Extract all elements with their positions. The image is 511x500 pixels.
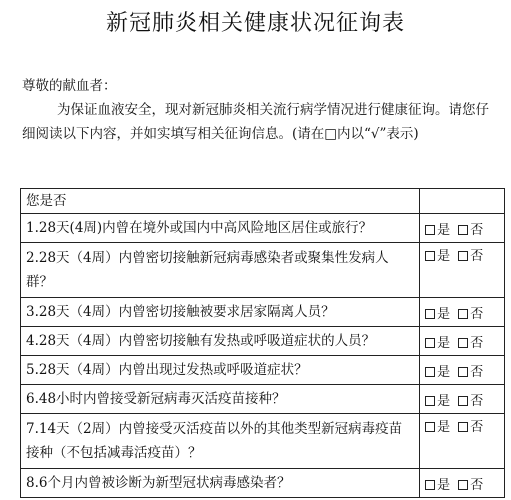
- questionnaire-table: [20, 188, 505, 498]
- question-row-6: [21, 385, 505, 414]
- no-checkbox[interactable]: [458, 480, 468, 490]
- question-row-1: [21, 214, 505, 243]
- no-checkbox[interactable]: [458, 396, 468, 406]
- yes-label: 是: [437, 364, 451, 380]
- no-label: 否: [470, 364, 484, 380]
- question-text: 3.28天（4周）内曾密切接触被要求居家隔离人员？: [21, 298, 420, 327]
- question-text: 8.6个月内曾被诊断为新型冠状病毒感染者？: [21, 469, 420, 498]
- question-text: 1.28天(4周)内曾在境外或国内中高风险地区居住或旅行？: [21, 214, 420, 243]
- answer-cell: [420, 298, 505, 327]
- question-text: 7.14天（2周）内曾接受灭活疫苗以外的其他类型新冠病毒疫苗接种（不包括减毒活疫苗）？: [21, 414, 420, 469]
- salutation: 尊敬的献血者：: [22, 78, 117, 94]
- no-label: 否: [470, 335, 484, 351]
- yes-label: 是: [437, 393, 451, 409]
- yes-checkbox[interactable]: [425, 367, 435, 377]
- no-checkbox[interactable]: [458, 251, 468, 261]
- answer-cell: [420, 469, 505, 498]
- question-row-8: [21, 469, 505, 498]
- no-label: 否: [470, 249, 484, 264]
- question-text: 5.28天（4周）内曾出现过发热或呼吸道症状？: [21, 356, 420, 385]
- answer-cell: [420, 243, 505, 298]
- yes-label: 是: [437, 306, 451, 322]
- question-text: 6.48小时内曾接受新冠病毒灭活疫苗接种？: [21, 385, 420, 414]
- form-title: 新冠肺炎相关健康状况征询表: [105, 11, 405, 36]
- question-row-7: [21, 414, 505, 469]
- no-checkbox[interactable]: [458, 338, 468, 348]
- answer-cell: [420, 414, 505, 469]
- answer-cell: [420, 214, 505, 243]
- header-answer-cell: [420, 189, 505, 214]
- yes-label: 是: [437, 335, 451, 351]
- no-checkbox[interactable]: [458, 422, 468, 432]
- yes-label: 是: [437, 477, 451, 493]
- question-text: 4.28天（4周）内曾密切接触有发热或呼吸道症状的人员？: [21, 327, 420, 356]
- yes-label: 是: [437, 420, 451, 435]
- yes-checkbox[interactable]: [425, 338, 435, 348]
- question-row-2: [21, 243, 505, 298]
- no-label: 否: [470, 306, 484, 322]
- yes-checkbox[interactable]: [425, 309, 435, 319]
- yes-checkbox[interactable]: [425, 225, 435, 235]
- table-header-row: [21, 189, 505, 214]
- no-label: 否: [470, 420, 484, 435]
- yes-label: 是: [437, 249, 451, 264]
- yes-checkbox[interactable]: [425, 480, 435, 490]
- question-row-3: [21, 298, 505, 327]
- no-label: 否: [470, 222, 484, 238]
- question-row-4: [21, 327, 505, 356]
- answer-cell: [420, 356, 505, 385]
- intro-paragraph: 为保证血液安全，现对新冠肺炎相关流行病学情况进行健康征询。请您仔细阅读以下内容，并如实填写相关征询信息。(请在□内以“√”表示): [22, 102, 489, 142]
- question-row-5: [21, 356, 505, 385]
- yes-label: 是: [437, 222, 451, 238]
- question-text: 2.28天（4周）内曾密切接触新冠病毒感染者或聚集性发病人群？: [21, 243, 420, 298]
- no-label: 否: [470, 393, 484, 409]
- yes-checkbox[interactable]: [425, 251, 435, 261]
- no-label: 否: [470, 477, 484, 493]
- answer-cell: [420, 385, 505, 414]
- no-checkbox[interactable]: [458, 367, 468, 377]
- no-checkbox[interactable]: [458, 309, 468, 319]
- yes-checkbox[interactable]: [425, 422, 435, 432]
- answer-cell: [420, 327, 505, 356]
- no-checkbox[interactable]: [458, 225, 468, 235]
- header-cell: 您是否: [21, 189, 420, 214]
- yes-checkbox[interactable]: [425, 396, 435, 406]
